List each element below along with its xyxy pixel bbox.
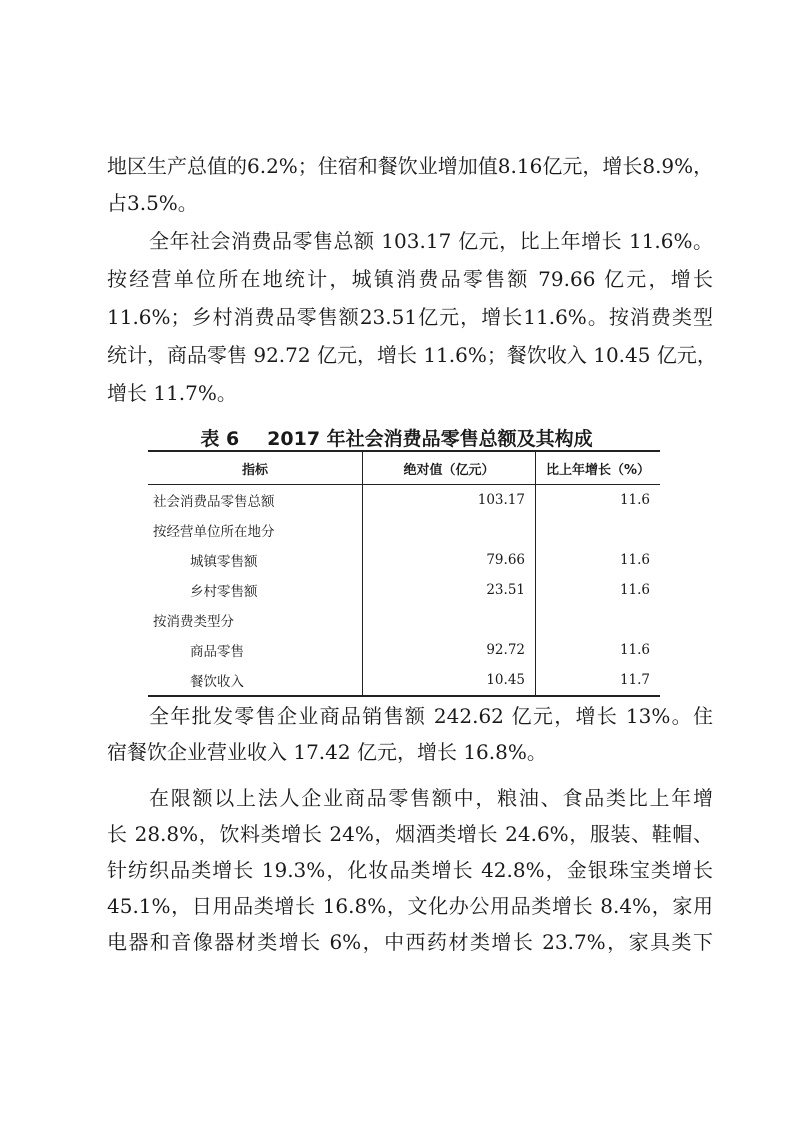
text-line: 按经营单位所在地统计，城镇消费品零售额 79.66 亿元，增长 <box>107 267 713 291</box>
row-value: 92.72 <box>363 635 536 665</box>
row-label: 餐饮收入 <box>148 665 363 696</box>
text-line: 长 28.8%，饮料类增长 24%，烟酒类增长 24.6%，服装、鞋帽、 <box>107 822 713 846</box>
table-row <box>148 635 660 665</box>
text-line: 在限额以上法人企业商品零售额中，粮油、食品类比上年增 <box>149 786 713 810</box>
table-title: 2017 年社会消费品零售总额及其构成 <box>267 428 593 450</box>
row-value: 10.45 <box>363 665 536 696</box>
row-value: 103.17 <box>363 485 536 516</box>
row-value: 23.51 <box>363 575 536 605</box>
text-line: 针纺织品类增长 19.3%，化妆品类增长 42.8%，金银珠宝类增长 <box>107 858 713 882</box>
row-value <box>363 605 536 635</box>
row-label: 社会消费品零售总额 <box>153 494 275 510</box>
row-growth <box>536 605 661 635</box>
row-label: 商品零售 <box>190 644 244 660</box>
table-header-row <box>148 451 660 485</box>
row-value <box>363 515 536 545</box>
text-line: 11.6%；乡村消费品零售额23.51亿元，增长11.6%。按消费类型 <box>107 305 713 329</box>
table-row <box>148 515 660 545</box>
text-line: 全年批发零售企业商品销售额 242.62 亿元，增长 13%。住 <box>149 704 713 728</box>
table-row <box>148 545 660 575</box>
text-line: 增长 11.7%。 <box>107 381 237 405</box>
paragraph-wholesale <box>107 698 713 770</box>
row-growth: 11.6 <box>536 545 661 575</box>
text-line: 电器和音像器材类增长 6%，中西药材类增长 23.7%，家具类下 <box>107 930 713 954</box>
row-growth <box>536 515 661 545</box>
table-row <box>148 605 660 635</box>
paragraph-gdp-share <box>107 148 713 222</box>
paragraph-retail-sales <box>107 222 717 412</box>
table-caption <box>0 424 793 451</box>
row-label: 按经营单位所在地分 <box>153 524 275 540</box>
row-growth: 11.6 <box>536 635 661 665</box>
row-growth: 11.6 <box>536 575 661 605</box>
header-growth: 比上年增长（%） <box>536 451 661 485</box>
text-line: 统计，商品零售 92.72 亿元，增长 11.6%；餐饮收入 10.45 亿元， <box>107 343 717 367</box>
row-label: 城镇零售额 <box>190 554 258 570</box>
text-line: 全年社会消费品零售总额 103.17 亿元，比上年增长 11.6%。 <box>149 229 713 253</box>
table-row <box>148 575 660 605</box>
row-value: 79.66 <box>363 545 536 575</box>
row-label: 按消费类型分 <box>153 614 234 630</box>
header-absolute-value: 绝对值（亿元） <box>363 451 536 485</box>
table-row <box>148 665 660 696</box>
text-line: 45.1%，日用品类增长 16.8%，文化办公用品类增长 8.4%，家用 <box>107 894 713 918</box>
row-growth: 11.6 <box>536 485 661 516</box>
row-label: 乡村零售额 <box>190 584 258 600</box>
retail-sales-table <box>148 450 660 697</box>
text-line: 宿餐饮企业营业收入 17.42 亿元，增长 16.8%。 <box>107 740 547 764</box>
table-row <box>148 485 660 516</box>
paragraph-category-growth <box>107 780 713 960</box>
text-line: 占3.5%。 <box>107 191 198 215</box>
row-growth: 11.7 <box>536 665 661 696</box>
text-line: 地区生产总值的6.2%；住宿和餐饮业增加值8.16亿元，增长8.9%， <box>107 154 714 178</box>
table-number: 表 6 <box>200 428 240 450</box>
header-indicator: 指标 <box>148 451 363 485</box>
